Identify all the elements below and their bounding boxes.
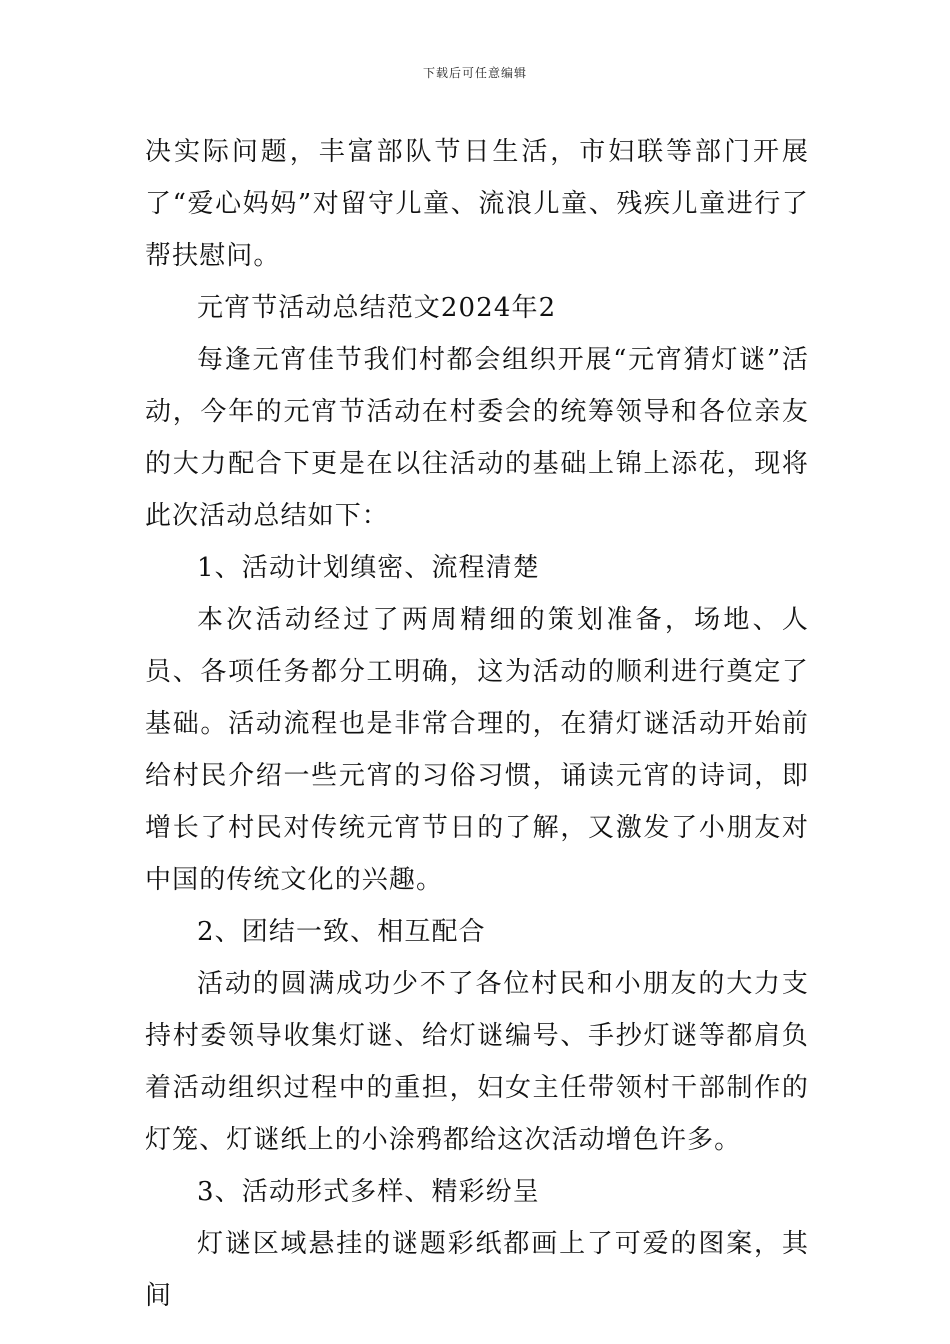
- paragraph-forms: 灯谜区域悬挂的谜题彩纸都画上了可爱的图案，其间: [145, 1229, 809, 1311]
- page-header: 下载后可任意编辑: [422, 66, 527, 80]
- paragraph-teamwork: 活动的圆满成功少不了各位村民和小朋友的大力支持村委领导收集灯谜、给灯谜编号、手抄灯谜等都肩负着活动组织过程中的重担，妇女主任带领村干部制作的灯笼、灯谜纸上的小涂鸦都给这次活动增色许多。: [145, 969, 809, 1155]
- paragraph-intro: 每逢元宵佳节我们村都会组织开展“元宵猜灯谜”活动，今年的元宵节活动在村委会的统筹领导和各位亲友的大力配合下更是在以往活动的基础上锦上添花，现将此次活动总结如下：: [145, 345, 809, 531]
- paragraph-1: 决实际问题，丰富部队节日生活，市妇联等部门开展了“爱心妈妈”对留守儿童、流浪儿童、残疾儿童进行了帮扶慰问。: [145, 137, 809, 271]
- heading-3: 3、活动形式多样、精彩纷呈: [197, 1177, 540, 1207]
- paragraph-planning: 本次活动经过了两周精细的策划准备，场地、人员、各项任务都分工明确，这为活动的顺利进行奠定了基础。活动流程也是非常合理的，在猜灯谜活动开始前给村民介绍一些元宵的习俗习惯，诵读元宵的诗词，即增长了村民对传统元宵节日的了解，又激发了小朋友对中国的传统文化的兴趣。: [145, 605, 809, 895]
- document-body: [145, 126, 809, 1322]
- section-title: 元宵节活动总结范文2024年2: [197, 293, 557, 323]
- heading-1: 1、活动计划缜密、流程清楚: [197, 553, 540, 583]
- heading-2: 2、团结一致、相互配合: [197, 917, 486, 947]
